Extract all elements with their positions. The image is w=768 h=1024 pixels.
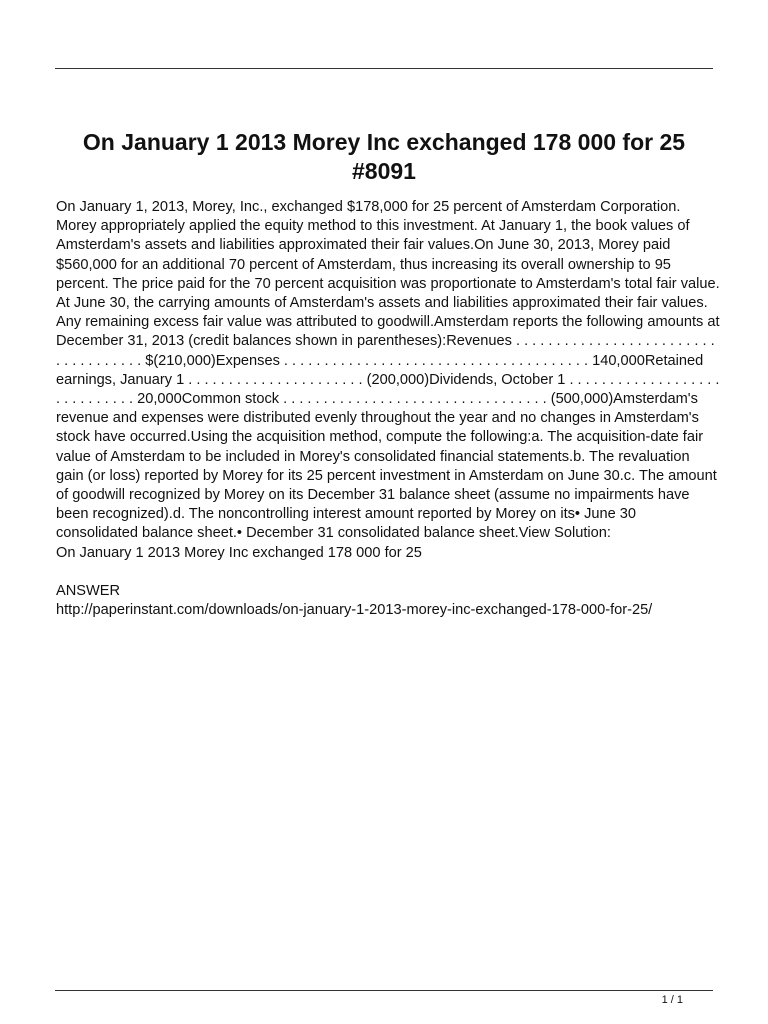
answer-label: ANSWER [56, 582, 121, 599]
question-text: On January 1, 2013, Morey, Inc., exchanged $178,000 for 25 percent of Amsterdam Corporation. Morey appropriately applied the equity method to this investment. At January 1, the book values of Amsterdam's assets and liabilities approximated their fair values.On June 30, 2013, Morey paid $560,000 for an additional 70 percent of Amsterdam, thus increasing its overall ownership to 95 percent. The price paid for the 70 percent acquisition was proportionate to Amsterdam's total fair value. At June 30, the carrying amounts of Amsterdam's assets and liabilities approximated their fair values. Any remaining excess fair value was attributed to goodwill.Amsterdam reports the following amounts at December 31, 2013 (credit balances shown in parentheses):Revenues . . . . . . . . . . . . . . . . . . . . . . . . . . . . . . . . . . . . $(210,000)Expenses . . . . . . . . . . . . . . . . . . . . . . . . . . . . . . . . . . . . . . 140,000Retained earnings, January 1 . . . . . . . . . . . . . . . . . . . . . . (200,000)Dividends, October 1 . . . . . . . . . . . . . . . . . . . . . . . . . . . . . 20,000Common stock . . . . . . . . . . . . . . . . . . . . . . . . . . . . . . . . . (500,000)Amsterdam's revenue and expenses were distributed evenly throughout the year and no changes in Amsterdam's stock have occurred.Using the acquisition method, compute the following:a. The acquisition-date fair value of Amsterdam to be included in Morey's consolidated financial statements.b. The revaluation gain (or loss) reported by Morey for its 25 percent investment in Amsterdam on June 30.c. The amount of goodwill recognized by Morey on its December 31 balance sheet (assume no impairments have been recognized).d. The noncontrolling interest amount reported by Morey on its• June 30 consolidated balance sheet.• December 31 consolidated balance sheet.View Solution: [56, 199, 720, 542]
document-title: On January 1 2013 Morey Inc exchanged 178 000 for 25 #8091 [82, 129, 686, 184]
page-number: 1 / 1 [661, 994, 683, 1006]
paragraph-gap [56, 563, 720, 582]
document-body [56, 198, 720, 620]
header-rule [55, 68, 713, 69]
footer-rule [55, 990, 713, 991]
answer-link[interactable]: http://paperinstant.com/downloads/on-january-1-2013-morey-inc-exchanged-178-000-for-25/ [56, 602, 653, 619]
repeat-title: On January 1 2013 Morey Inc exchanged 178 000 for 25 [56, 544, 422, 561]
